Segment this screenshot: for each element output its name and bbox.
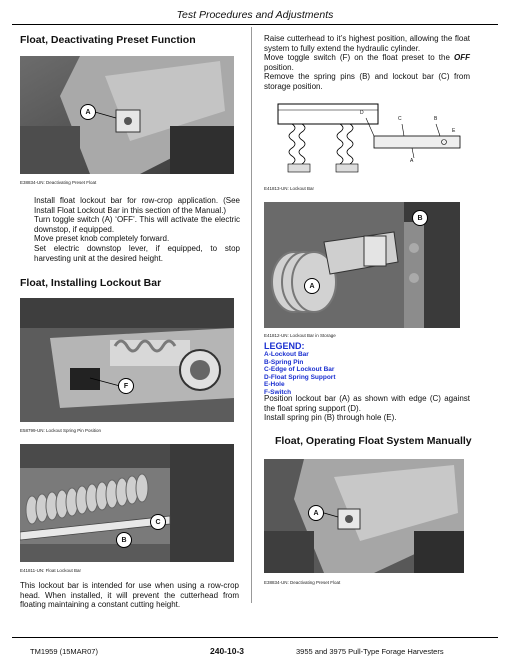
section-title-deactivating-preset: Float, Deactivating Preset Function — [20, 34, 196, 46]
callout-f: F — [118, 378, 134, 394]
photo-deactivating-preset — [20, 56, 234, 174]
paragraph: Install float lockout bar for row-crop application. (See Install Float Lockout Bar in this section of the Manual.) — [34, 196, 240, 215]
caption-lockout-bar-storage: E41812-UN: Lockout Bar in Storage — [264, 333, 336, 338]
paragraph: Turn toggle switch (A) ‘OFF’. This will activate the electric downstop, if equipped. — [34, 215, 240, 234]
section-title-operating-float: Float, Operating Float System Manually — [275, 435, 472, 447]
diagram-label-d: D — [360, 110, 364, 116]
callout-c: C — [150, 514, 166, 530]
paragraph: Install spring pin (B) through hole (E). — [264, 413, 397, 423]
footer-product-name: 3955 and 3975 Pull-Type Forage Harvesters — [296, 647, 444, 656]
text-span: Move toggle switch (F) on the float preset to the — [264, 53, 454, 63]
page-header-title: Test Procedures and Adjustments — [176, 9, 334, 21]
legend-item: B-Spring Pin — [264, 358, 304, 366]
diagram-label-a: A — [410, 158, 414, 164]
photo-float-lockout-bar — [20, 444, 234, 562]
header-rule — [12, 24, 498, 25]
text-span: position. — [264, 62, 294, 72]
legend-item: F-Switch — [264, 388, 292, 396]
legend-item: A-Lockout Bar — [264, 351, 309, 358]
diagram-lockout-bar — [264, 98, 464, 180]
paragraph: Move preset knob completely forward. — [34, 234, 170, 244]
caption-float-lockout-bar: E41811-UN: Float Lockout Bar — [20, 568, 81, 573]
diagram-label-b: B — [434, 116, 438, 122]
photo-operating-float — [264, 459, 464, 573]
text-raise-cutterhead — [264, 34, 470, 92]
text-deactivating-preset — [34, 196, 240, 263]
caption-lockout-bar: E41813-UN: Lockout Bar — [264, 186, 315, 191]
text-lockout-bar-purpose: This lockout bar is intended for use when using a row-crop head. When installed, it will prevent the cutterhead from floating maintaining a constant cutting height. — [20, 581, 239, 610]
caption-lockout-spring-pin: E58799-UN: Lockout Spring Pin Position — [20, 428, 102, 433]
legend-title: LEGEND: — [264, 341, 305, 351]
off-emphasis: OFF — [454, 53, 470, 63]
paragraph: Raise cutterhead to it’s highest position, allowing the float system to fully extend the hydraulic cylinder. — [264, 34, 470, 53]
callout-a: A — [304, 278, 320, 294]
footer-page-number: 240-10-3 — [210, 646, 245, 656]
photo-lockout-spring-pin — [20, 298, 234, 422]
legend-item: C-Edge of Lockout Bar — [264, 366, 335, 374]
callout-a: A — [308, 505, 324, 521]
callout-b: B — [412, 210, 428, 226]
paragraph: Position lockout bar (A) as shown with edge (C) against the float spring support (D). — [264, 394, 470, 413]
column-divider — [251, 27, 252, 603]
legend — [264, 341, 464, 397]
footer-rule — [12, 637, 498, 638]
legend-item: D-Float Spring Support — [264, 373, 336, 381]
diagram-label-c: C — [398, 116, 402, 122]
photo-lockout-bar-storage — [264, 202, 460, 328]
caption-operating-float: E38834-UN: Deactivating Preset Float — [264, 580, 341, 585]
section-title-installing-lockout: Float, Installing Lockout Bar — [20, 277, 162, 289]
callout-a: A — [80, 104, 96, 120]
paragraph: Set electric downstop lever, if equipped, to stop harvesting unit at the desired height. — [34, 243, 240, 263]
paragraph — [264, 53, 470, 72]
diagram-label-e: E — [452, 128, 456, 134]
callout-b: B — [116, 532, 132, 548]
paragraph: Remove the spring pins (B) and lockout bar (C) from storage position. — [264, 72, 470, 91]
legend-item: E-Hole — [264, 381, 285, 389]
caption-deactivating-preset: E38834-UN: Deactivating Preset Float — [20, 180, 97, 185]
footer-manual-id: TM1959 (15MAR07) — [30, 647, 98, 656]
text-position-lockout-bar — [264, 394, 470, 423]
